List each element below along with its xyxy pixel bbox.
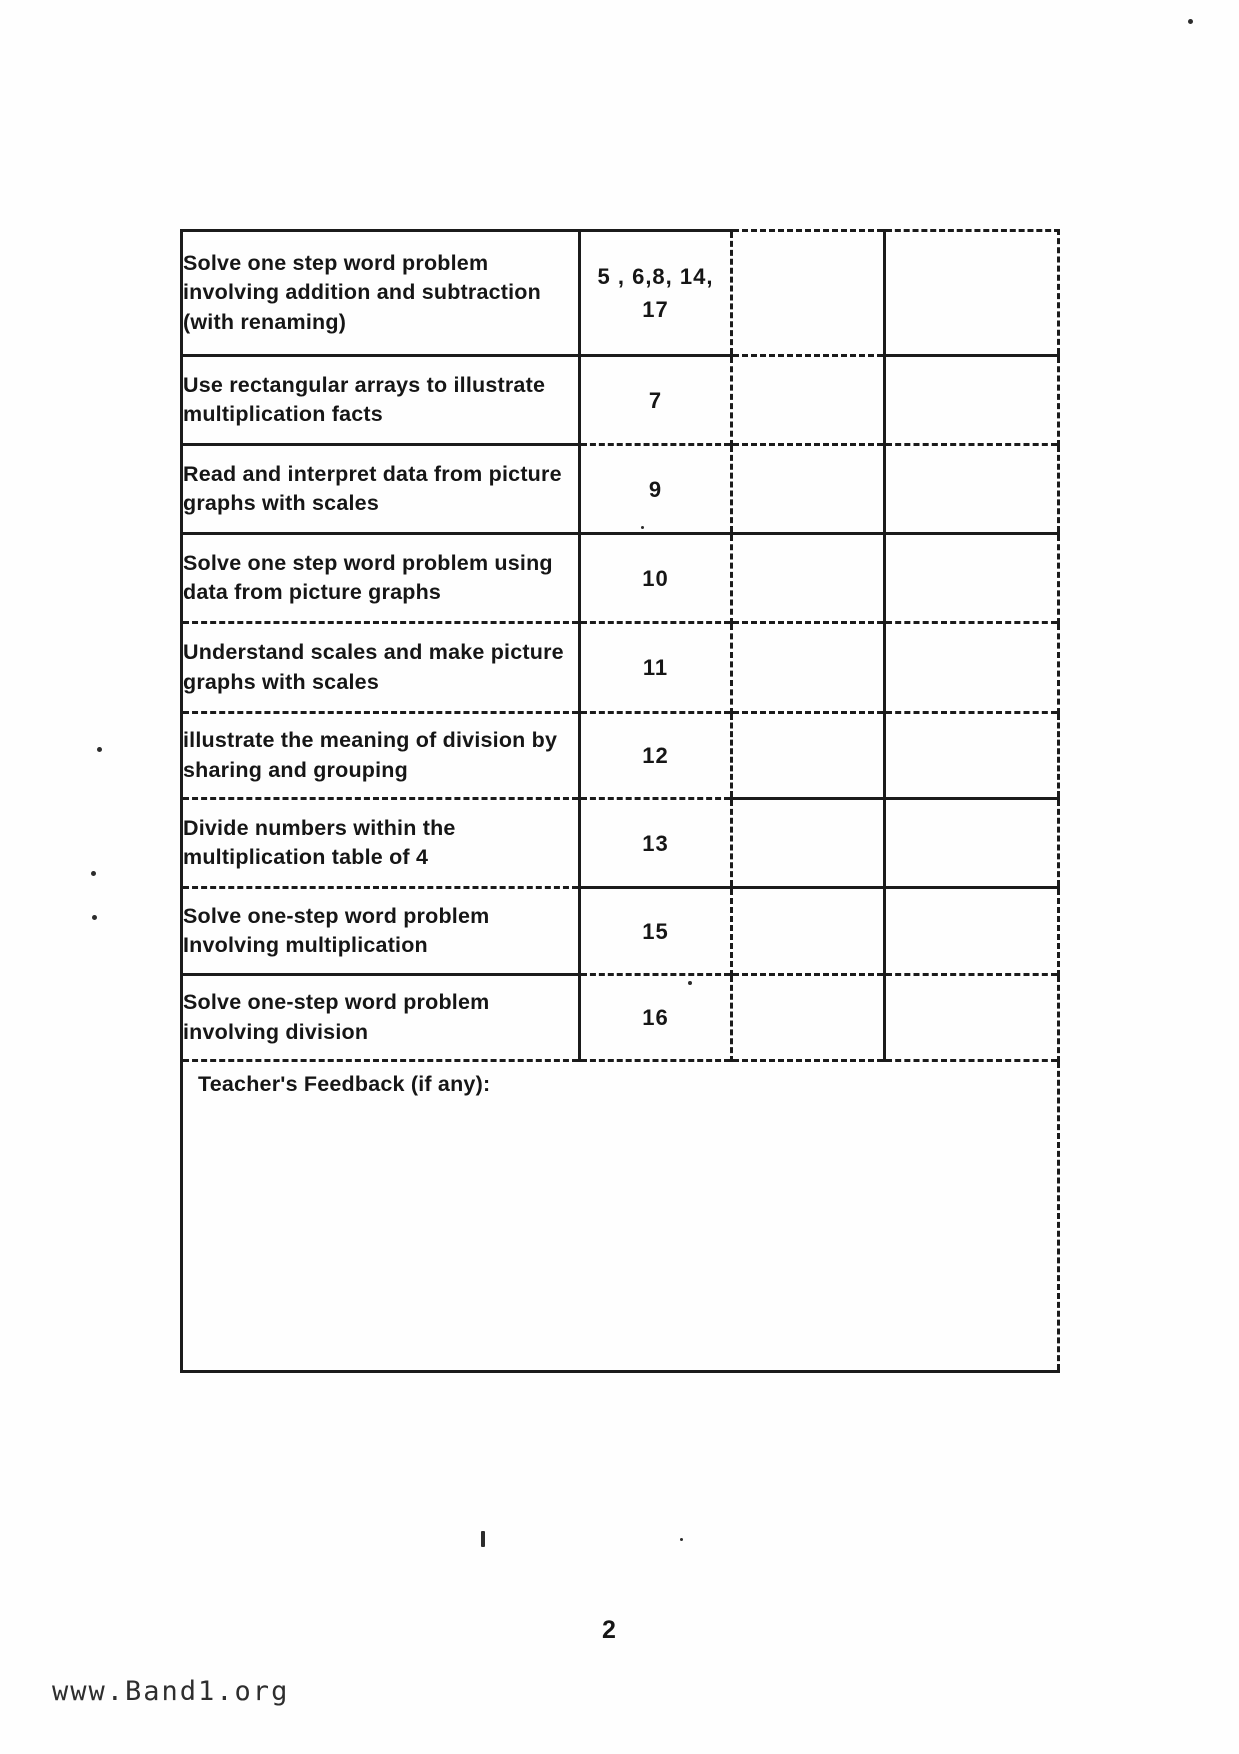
skill-description: Solve one step word problem using data from picture graphs <box>182 534 580 623</box>
skill-description: illustrate the meaning of division by sharing and grouping <box>182 713 580 799</box>
skill-description: Solve one step word problem involving addition and subtraction (with renaming) <box>182 231 580 356</box>
question-numbers: 11 <box>580 623 732 713</box>
table-row <box>182 534 1059 623</box>
scan-artifact-dot <box>91 871 96 876</box>
skill-description: Understand scales and make picture graphs with scales <box>182 623 580 713</box>
table-row <box>182 356 1059 445</box>
watermark-url: www.Band1.org <box>52 1676 290 1707</box>
empty-cell <box>885 356 1059 445</box>
skill-description: Use rectangular arrays to illustrate multiplication facts <box>182 356 580 445</box>
empty-cell <box>732 445 885 534</box>
table-row <box>182 888 1059 975</box>
question-numbers: 12 <box>580 713 732 799</box>
empty-cell <box>885 888 1059 975</box>
table-row <box>182 713 1059 799</box>
empty-cell <box>732 799 885 888</box>
skill-description: Solve one-step word problem Involving multiplication <box>182 888 580 975</box>
scan-artifact-dot <box>688 981 692 985</box>
empty-cell <box>885 445 1059 534</box>
empty-cell <box>732 623 885 713</box>
skill-description: Read and interpret data from picture graphs with scales <box>182 445 580 534</box>
page-number: 2 <box>602 1616 617 1644</box>
empty-cell <box>885 231 1059 356</box>
empty-cell <box>885 534 1059 623</box>
empty-cell <box>732 888 885 975</box>
question-numbers: 16 <box>580 975 732 1061</box>
question-numbers: 5 , 6,8, 14, 17 <box>580 231 732 356</box>
empty-cell <box>885 975 1059 1061</box>
question-numbers: 13 <box>580 799 732 888</box>
skill-description: Solve one-step word problem involving division <box>182 975 580 1061</box>
question-numbers: 15 <box>580 888 732 975</box>
empty-cell <box>885 713 1059 799</box>
teacher-feedback-row <box>182 1061 1059 1372</box>
scan-artifact-dot <box>92 915 97 920</box>
scan-artifact-dot <box>97 747 102 752</box>
table-row <box>182 445 1059 534</box>
skills-assessment-table <box>180 229 1060 1373</box>
empty-cell <box>732 356 885 445</box>
empty-cell <box>732 713 885 799</box>
scan-artifact-dot <box>1188 19 1193 24</box>
empty-cell <box>885 799 1059 888</box>
empty-cell <box>732 975 885 1061</box>
question-numbers: 9 <box>580 445 732 534</box>
table-row <box>182 231 1059 356</box>
table-row <box>182 799 1059 888</box>
question-numbers: 10 <box>580 534 732 623</box>
skill-description: Divide numbers within the multiplication table of 4 <box>182 799 580 888</box>
teacher-feedback-label: Teacher's Feedback (if any): <box>182 1061 1059 1372</box>
scan-artifact-dot <box>680 1538 683 1541</box>
table-row <box>182 975 1059 1061</box>
empty-cell <box>732 231 885 356</box>
table-row <box>182 623 1059 713</box>
empty-cell <box>732 534 885 623</box>
scan-artifact-tick <box>481 1531 485 1547</box>
scan-artifact-dot <box>641 526 644 529</box>
empty-cell <box>885 623 1059 713</box>
question-numbers: 7 <box>580 356 732 445</box>
